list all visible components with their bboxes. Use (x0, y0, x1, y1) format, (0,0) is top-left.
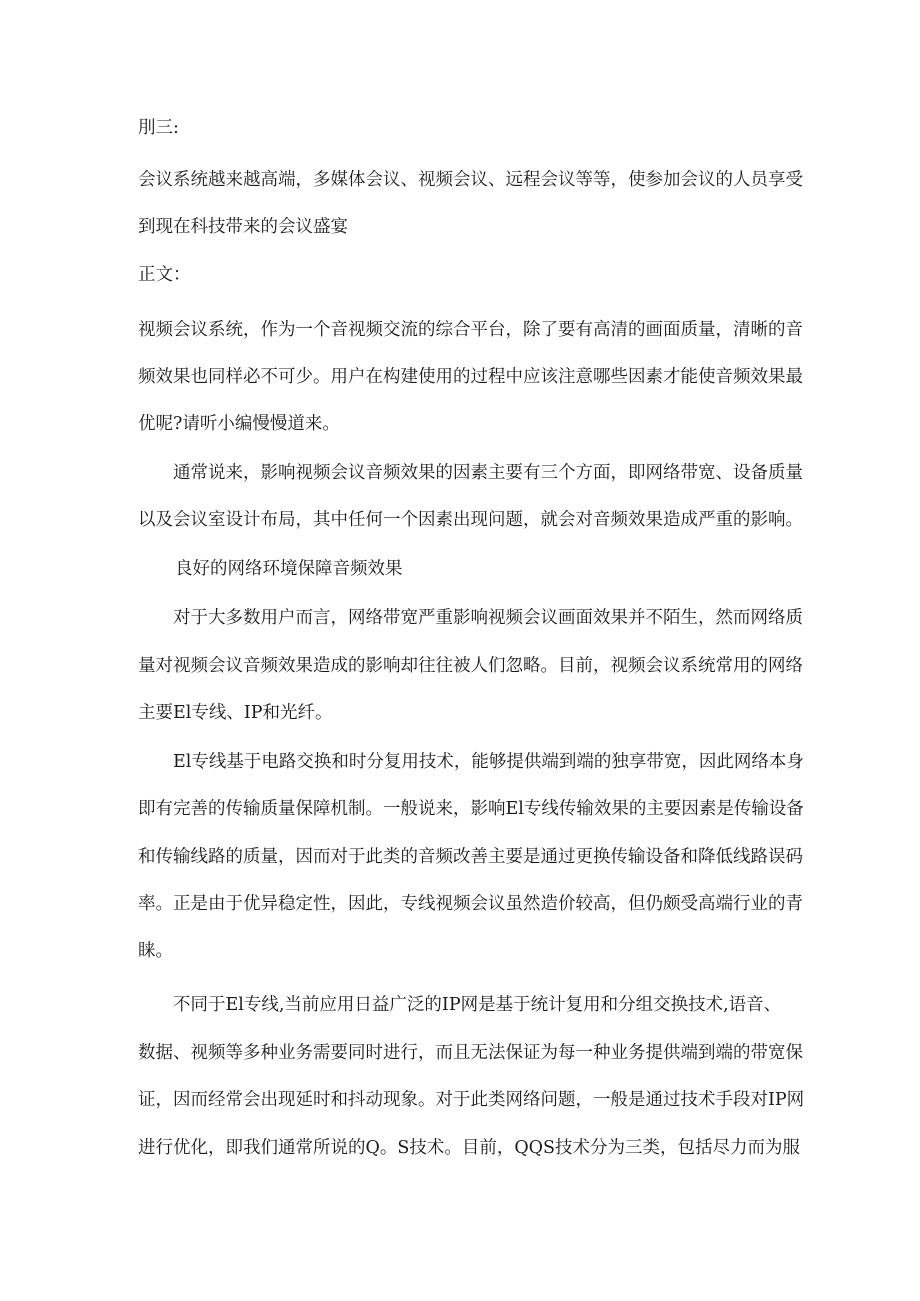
paragraph-line: 通常说来，影响视频会议音频效果的因素主要有三个方面，即网络带宽、设备质量 (173, 463, 803, 483)
preface-line: 到现在科技带来的会议盛宴 (138, 217, 348, 237)
paragraph-line: 量对视频会议音频效果造成的影响却往往被人们忽略。目前，视频会议系统常用的网络 (138, 656, 803, 676)
paragraph-line: 即有完善的传输质量保障机制。一般说来，影响El专线传输效果的主要因素是传输设备 (138, 799, 804, 819)
paragraph-line: El专线基于电路交换和时分复用技术，能够提供端到端的独享带宽，因此网络本身 (173, 752, 804, 772)
paragraph-line: 数据、视频等多种业务需要同时进行，而且无法保证为每一种业务提供端到端的带宽保 (138, 1043, 803, 1063)
paragraph-line: 率。正是由于优异稳定性，因此，专线视频会议虽然造价较高，但仍颇受高端行业的青 (138, 894, 803, 914)
section-heading: 良好的网络环境保障音频效果 (175, 559, 403, 579)
paragraph-line: 主要El专线、IP和光纤。 (138, 703, 333, 723)
preface-line: 会议系统越来越高端，多媒体会议、视频会议、远程会议等等，使参加会议的人员享受 (138, 170, 803, 190)
body-label: 正文： (138, 265, 191, 285)
intro-line: 优呢?请听小编慢慢道来。 (138, 414, 340, 434)
intro-line: 视频会议系统，作为一个音视频交流的综合平台，除了要有高清的画面质量，清晰的音 (138, 320, 803, 340)
paragraph-line: 睐。 (138, 941, 173, 961)
paragraph-line: 以及会议室设计布局，其中任何一个因素出现问题，就会对音频效果造成严重的影响。 (138, 510, 803, 530)
paragraph-line: 证，因而经常会出现延时和抖动现象。对于此类网络问题，一般是通过技术手段对IP网 (138, 1090, 805, 1110)
paragraph-line: 和传输线路的质量，因而对于此类的音频改善主要是通过更换传输设备和降低线路误码 (138, 847, 803, 867)
paragraph-line: 对于大多数用户而言，网络带宽严重影响视频会议画面效果并不陌生，然而网络质 (173, 608, 803, 628)
paragraph-line: 不同于El专线,当前应用日益广泛的IP网是基于统计复用和分组交换技术,语音、 (173, 995, 782, 1015)
paragraph-line: 进行优化，即我们通常所说的Q。S技术。目前，QQS技术分为三类，包括尽力而为服 (138, 1138, 801, 1158)
intro-line: 频效果也同样必不可少。用户在构建使用的过程中应该注意哪些因素才能使音频效果最 (138, 367, 803, 387)
preface-label: 刖三: (138, 118, 179, 138)
